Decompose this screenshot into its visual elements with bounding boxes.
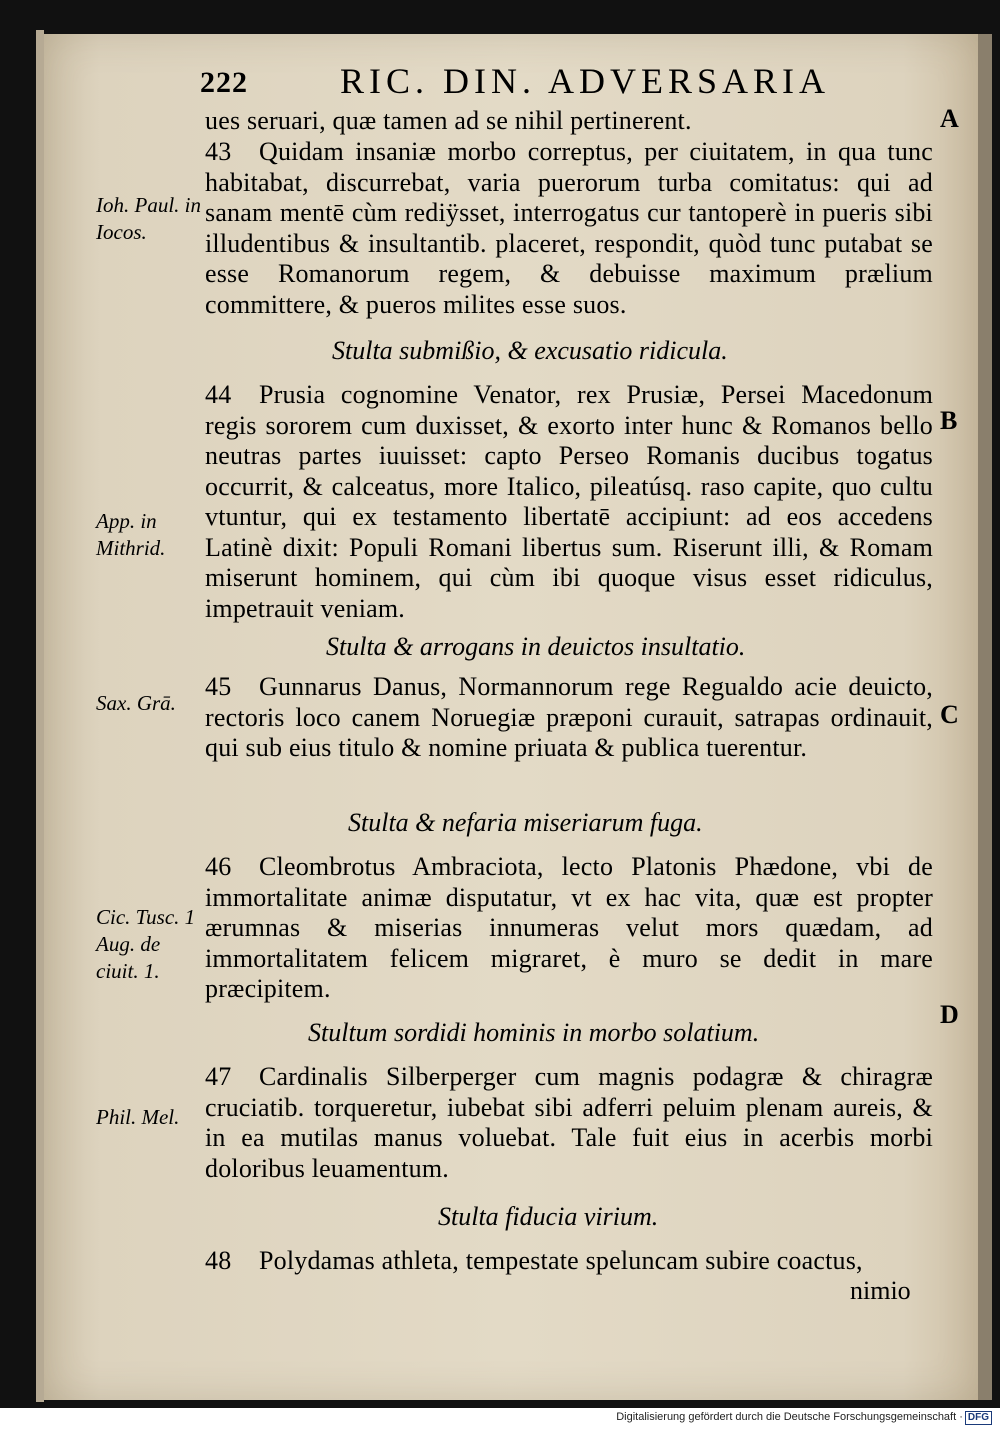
footer [0,1411,992,1425]
section-heading: Stulta fiducia virium. [438,1202,659,1231]
page-edge-left [36,30,44,1402]
entry-43 [205,137,933,320]
entry-number: 44 [205,380,232,409]
section-heading: Stulta & arrogans in deuictos insultatio. [326,632,746,661]
entry-47 [205,1062,933,1184]
entry-text: Prusia cognomine Venator, rex Prusiæ, Persei Macedonum regis sororem cum duxisset, & exorto inter hunc & Romanos bello neutras partes iuuisset: capto Perseo Romanis ducibus togatus occurrit, & calceatus, more Italico, pileatúsq. raso capite, quo cultu vtuntur, qui ex testamento libertatē accipiunt: ad eos accedens Latinè dixit: Populi Romani libertus sum. Riserunt illi, & Romam miserunt hominem, qui cùm ibi quoque visus esset ridiculus, impetrauit veniam. [205,380,933,623]
entry-text: Quidam insaniæ morbo correptus, per ciuitatem, in qua tunc habitabat, discurrebat, varia puerorum turba comitatus: qui ad sanam mentē cùm rediÿsset, interrogatus cur tantoperè in pueris sibi illudentibus & insultantib. placeret, respondit, quòd tunc putabat se esse Romanorum regem, & debuisse maximum prælium committere, & pueros milites esse suos. [205,137,933,319]
entry-number: 47 [205,1062,232,1091]
margin-note-1: Ioh. Paul. in Iocos. [96,193,201,244]
page-edge-right [978,34,992,1400]
entry-number: 48 [205,1246,232,1275]
margin-letter-b: B [940,406,958,435]
catchword: nimio [850,1276,911,1305]
margin-note-4: Cic. Tusc. 1 Aug. de ciuit. 1. [96,905,196,983]
entry-45 [205,672,933,764]
dfg-logo: DFG [965,1411,992,1425]
section-heading: Stultum sordidi hominis in morbo solatium. [308,1018,760,1047]
footer-text: Digitalisierung gefördert durch die Deutsche Forschungsgemeinschaft · [616,1411,963,1423]
entry-number: 46 [205,852,232,881]
entry-text: Polydamas athleta, tempestate speluncam subire coactus, [259,1246,863,1275]
margin-note-2: App. in Mithrid. [96,509,166,560]
margin-letter-d: D [940,1000,959,1029]
entry-text: Gunnarus Danus, Normannorum rege Regualdo acie deuicto, rectoris loco canem Noruegiæ præponi curauit, satrapas ordinauit, qui sub eius titulo & nomine priuata & publica tuerentur. [205,672,933,762]
entry-text: ues seruari, quæ tamen ad se nihil pertinerent. [205,106,692,135]
entry-44 [205,380,933,624]
running-head-title: RIC. DIN. ADVERSARIA [340,61,831,101]
margin-note-3: Sax. Grā. [96,691,176,715]
margin-note-5: Phil. Mel. [96,1105,180,1129]
entry-number: 45 [205,672,232,701]
page-number: 222 [200,66,248,99]
entry-text: Cardinalis Silberperger cum magnis podagræ & chiragræ cruciatib. torqueretur, iubebat sibi adferri peluim plenam aureis, & in ea mutilas manus voluebat. Tale fuit eius in acerbis morbi doloribus leuamentum. [205,1062,933,1183]
entry-48 [205,1246,933,1277]
margin-letter-c: C [940,700,959,729]
entry-46 [205,852,933,1005]
section-heading: Stulta submißio, & excusatio ridicula. [332,336,728,365]
margin-letter-a: A [940,104,959,133]
entry-continuation [205,106,933,137]
entry-text: Cleombrotus Ambraciota, lecto Platonis Phædone, vbi de immortalitate animæ disputatur, vt ex hac vita, quæ est propter ærumnas & miserias innumeras velut mors quædam, ad immortalitatem felicem migraret, è muro se dedit in mare præcipitem. [205,852,933,1003]
entry-number: 43 [205,137,232,166]
section-heading: Stulta & nefaria miseriarum fuga. [348,808,703,837]
